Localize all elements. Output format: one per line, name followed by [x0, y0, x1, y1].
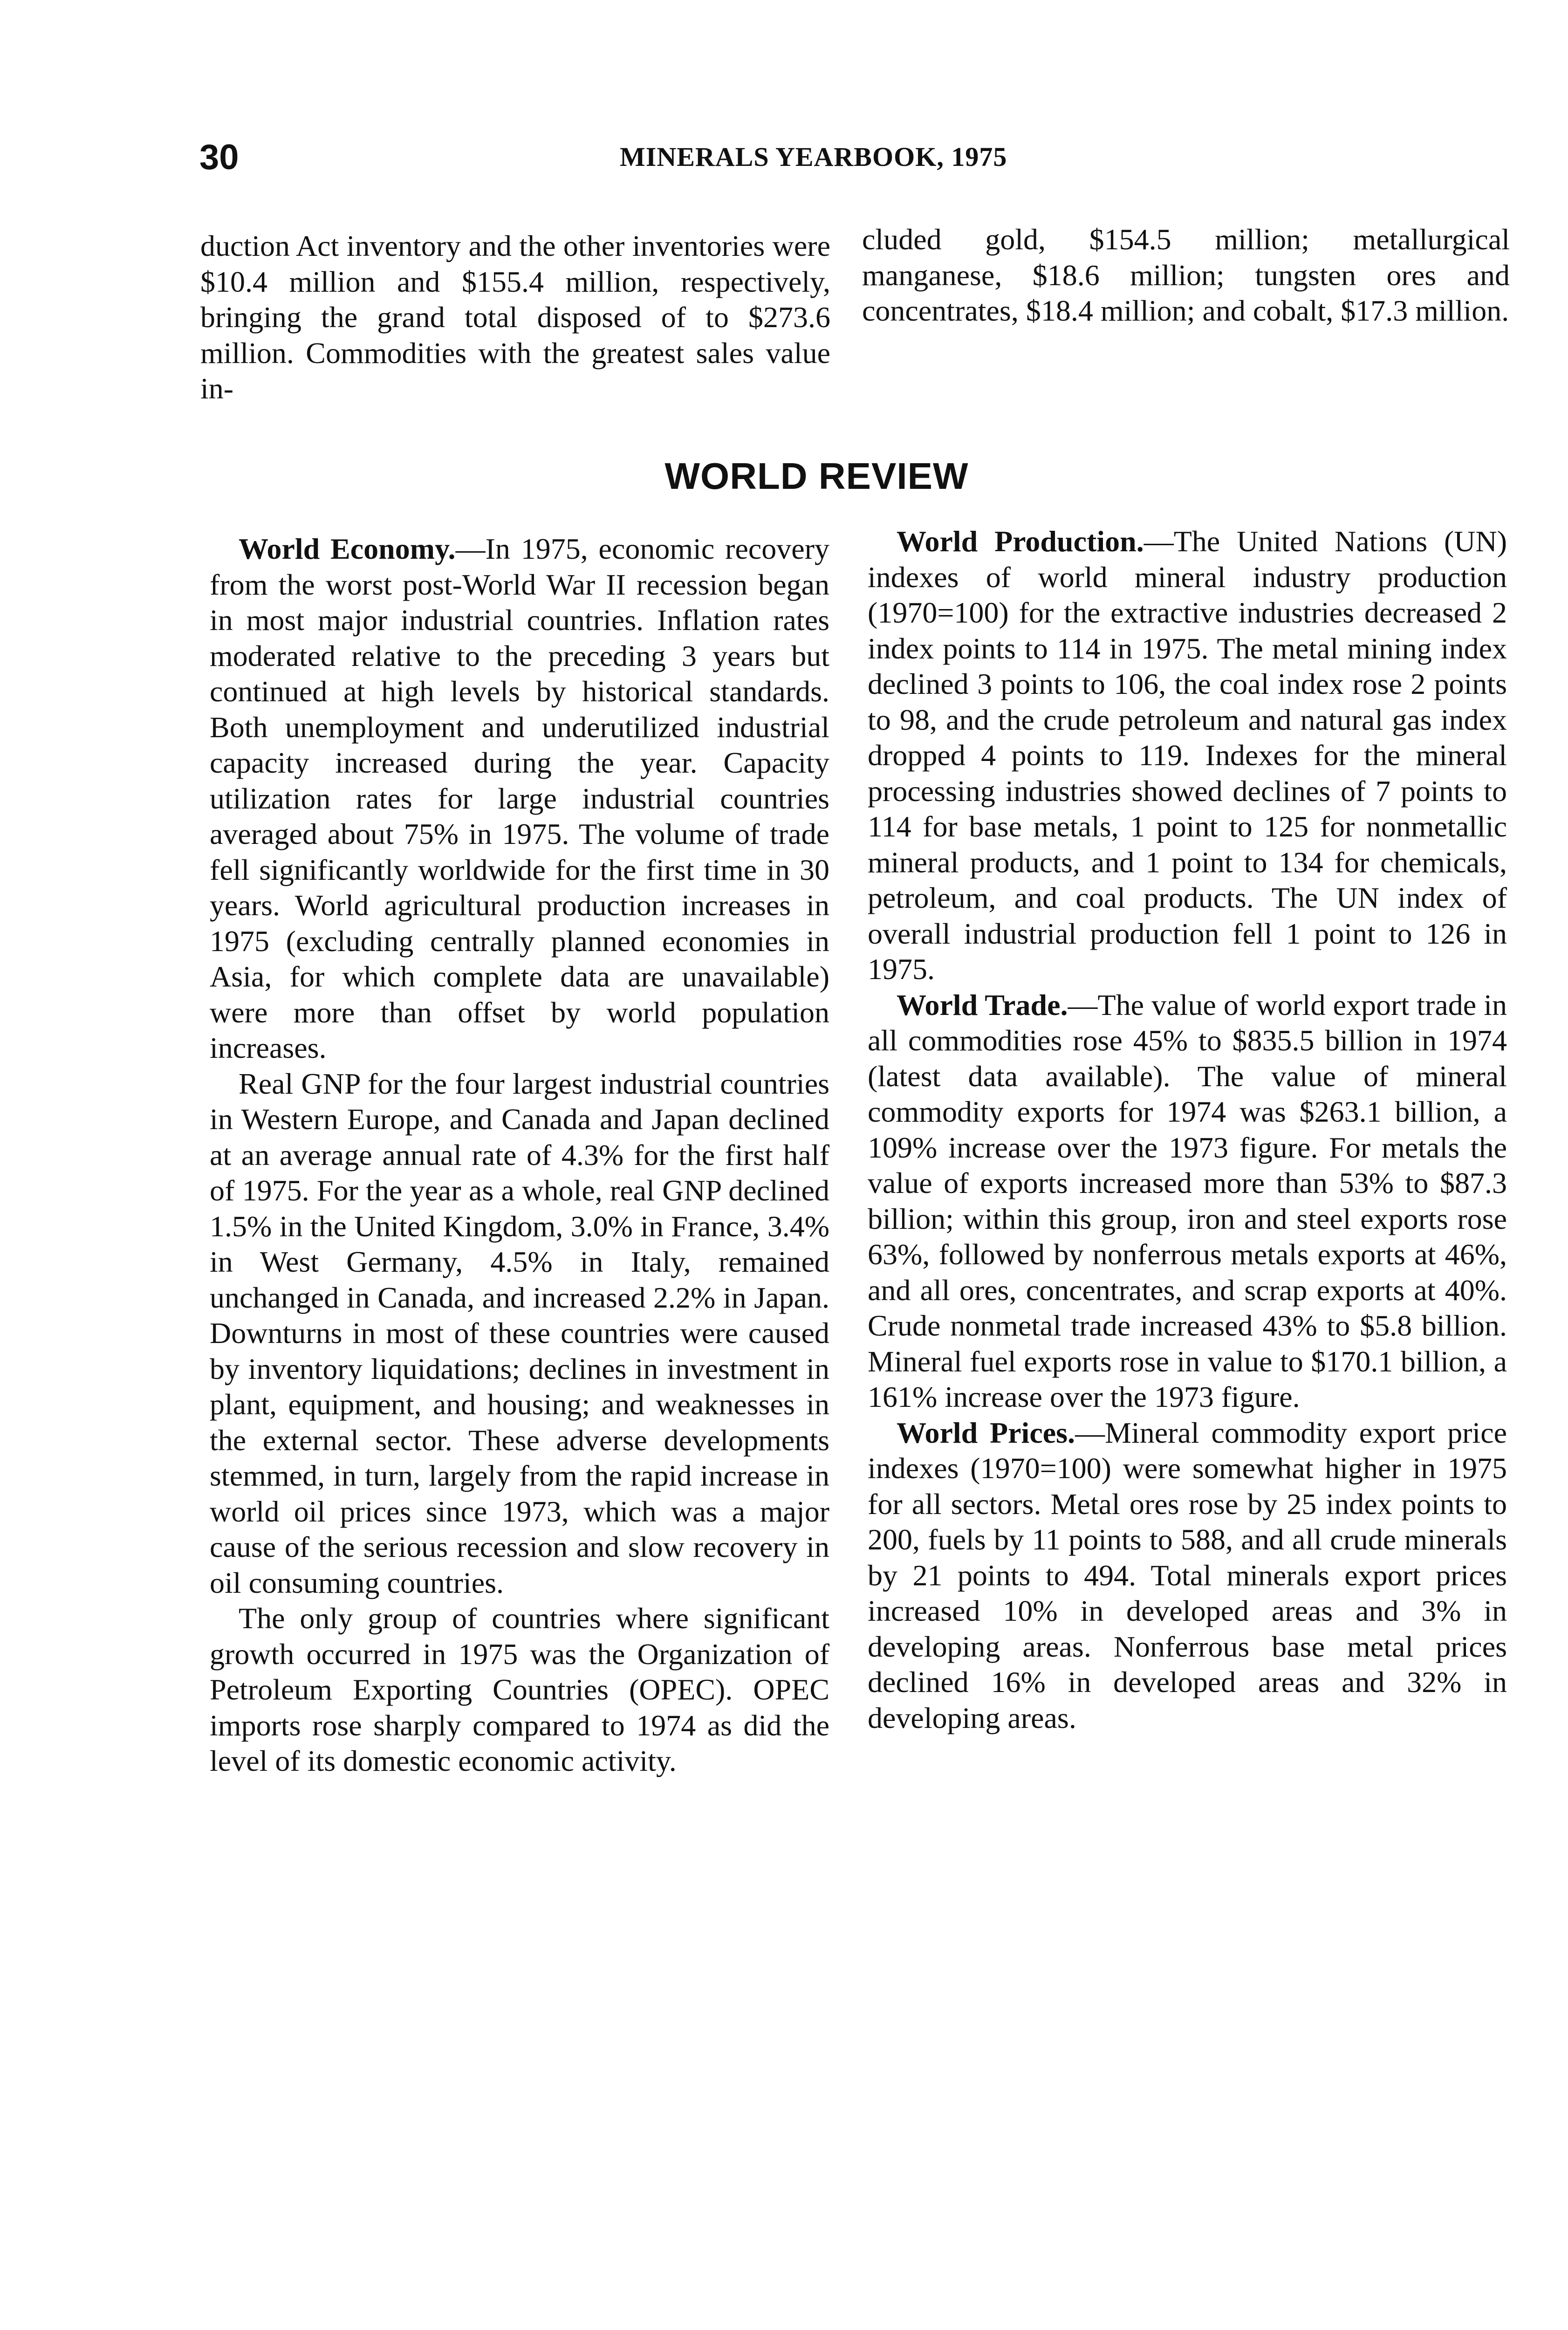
section-heading: WORLD REVIEW	[664, 455, 969, 497]
paragraph-world-production	[868, 524, 1507, 987]
right-column	[868, 524, 1507, 1736]
run-in-heading: World Trade.	[897, 988, 1068, 1021]
continued-paragraph-left: duction Act inventory and the other inventories were $10.4 million and $155.4 million, respectively, bringing the grand total disposed of to $273.6 million. Commodities with the greatest sales value in-	[200, 229, 830, 405]
page-number: 30	[199, 137, 239, 177]
run-in-heading: World Prices.	[897, 1416, 1075, 1449]
paragraph-world-trade	[868, 987, 1507, 1415]
paragraph-body: —In 1975, economic recovery from the worst post-World War II recession began in most major industrial countries. Inflation rates moderated relative to the preceding 3 years but continued at high levels by historical standards. Both unemployment and underutilized industrial capacity increased during the year. Capacity utilization rates for large industrial countries averaged about 75% in 1975. The volume of trade fell significantly worldwide for the first time in 30 years. World agricultural production increases in 1975 (excluding centrally planned economies in Asia, for which complete data are unavailable) were more than offset by world population increases.	[210, 532, 830, 1064]
paragraph-body: —Mineral commodity export price indexes (1970=100) were somewhat higher in 1975 for all sectors. Metal ores rose by 25 index points to 200, fuels by 11 points to 588, and all crude minerals by 21 points to 494. Total minerals export prices increased 10% in developed areas and 3% in developing areas. Nonferrous base metal prices declined 16% in developed areas and 32% in developing areas.	[868, 1416, 1507, 1734]
paragraph-world-economy	[210, 531, 829, 1066]
run-in-heading: World Production.	[897, 525, 1144, 558]
run-in-heading: World Economy.	[239, 532, 456, 565]
running-title: MINERALS YEARBOOK, 1975	[620, 142, 1007, 172]
paragraph-real-gnp: Real GNP for the four largest industrial countries in Western Europe, and Canada and Japan declined at an average annual rate of 4.3% for the first half of 1975. For the year as a whole, real GNP declined 1.5% in the United Kingdom, 3.0% in France, 3.4% in West Germany, 4.5% in Italy, remained unchanged in Canada, and increased 2.2% in Japan. Downturns in most of these countries were caused by inventory liquidations; declines in investment in plant, equipment, and housing; and weaknesses in the external sector. These adverse developments stemmed, in turn, largely from the rapid increase in world oil prices since 1973, which was a major cause of the serious recession and slow recovery in oil consuming countries.	[210, 1067, 829, 1599]
top-left-column	[200, 228, 830, 407]
paragraph-body: —The United Nations (UN) indexes of world mineral industry production (1970=100) for the extractive industries decreased 2 index points to 114 in 1975. The metal mining index declined 3 points to 106, the coal index rose 2 points to 98, and the crude petroleum and natural gas index dropped 4 points to 119. Indexes for the mineral processing industries showed declines of 7 points to 114 for base metals, 1 point to 125 for nonmetallic mineral products, and 1 point to 134 for chemicals, petroleum, and coal products. The UN index of overall industrial production fell 1 point to 126 in 1975.	[868, 525, 1507, 986]
paragraph-body: —The value of world export trade in all commodities rose 45% to $835.5 billion in 1974 (latest data available). The value of mineral commodity exports for 1974 was $263.1 billion, a 109% increase over the 1973 figure. For metals the value of exports increased more than 53% to $87.3 billion; within this group, iron and steel exports rose 63%, followed by nonferrous metals exports at 46%, and all ores, concentrates, and scrap exports at 40%. Crude nonmetal trade increased 43% to $5.8 billion. Mineral fuel exports rose in value to $170.1 billion, a 161% increase over the 1973 figure.	[868, 988, 1507, 1413]
paragraph-opec: The only group of countries where significant growth occurred in 1975 was the Organization of Petroleum Exporting Countries (OPEC). OPEC imports rose sharply compared to 1974 as did the level of its domestic economic activity.	[210, 1602, 829, 1777]
left-column	[210, 531, 829, 1779]
paragraph-world-prices	[868, 1415, 1507, 1736]
continued-paragraph-right: cluded gold, $154.5 million; metallurgical manganese, $18.6 million; tungsten ores and concentrates, $18.4 million; and cobalt, $17.3 million.	[862, 223, 1510, 327]
top-right-column	[862, 222, 1510, 329]
